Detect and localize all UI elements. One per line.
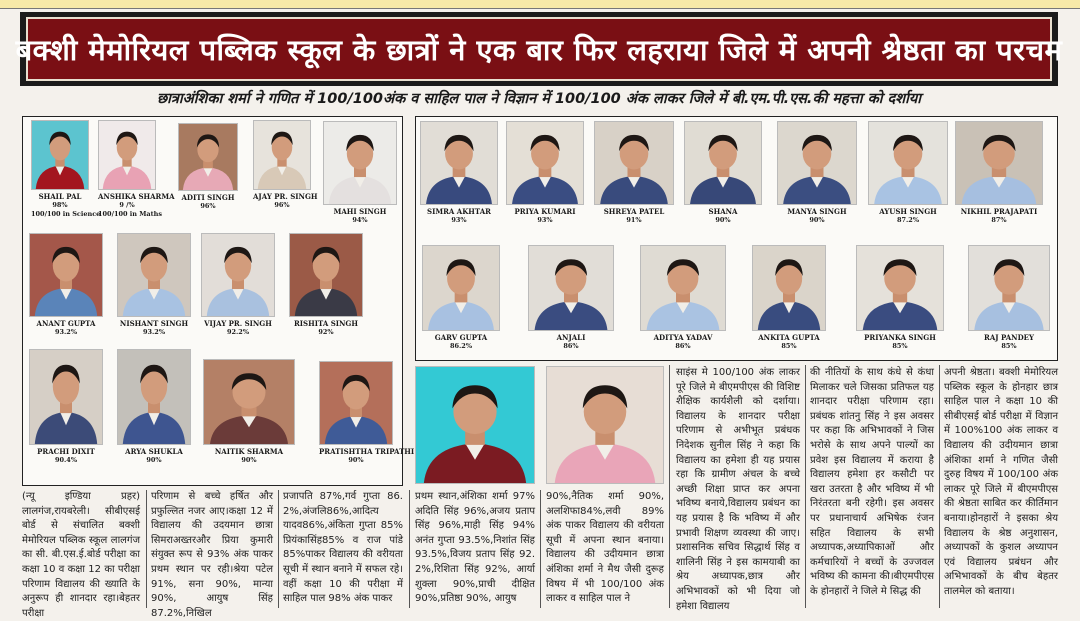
student-photo <box>319 361 393 445</box>
student-photo <box>289 233 363 317</box>
student-portrait <box>324 122 396 204</box>
student-photo <box>528 245 614 331</box>
student-score: 85% <box>781 342 797 350</box>
student-name: NAITIK SHARMA <box>214 447 284 456</box>
student-portrait <box>30 350 102 444</box>
student-score: 92% <box>318 328 334 336</box>
student-score: 87.2% <box>896 216 919 224</box>
student-portrait <box>956 122 1042 204</box>
student-card <box>117 349 191 465</box>
student-score: 86% <box>675 342 691 350</box>
student-name: AYUSH SINGH <box>879 207 937 216</box>
student-photo <box>752 245 826 331</box>
student-name: MAHI SINGH <box>333 207 387 216</box>
student-photo <box>506 121 584 205</box>
student-photo <box>203 359 295 445</box>
student-name: PRATISHTHA TRIPATHI <box>319 447 415 456</box>
student-name: RISHITA SINGH <box>293 319 359 328</box>
student-portrait <box>529 246 613 330</box>
article-col-1: (न्यू इण्डिया प्रहर) लालगंज,रायबरेली। सीबीएसई बोर्ड से संचालित बक्शी मेमोरियल पब्लिक स्कूल लालगंज का सी. बी.एस.ई.बोर्ड परीक्षा का कक्षा 10 व कक्षा 12 का परीक्षा परिणाम विद्यालय की ख्याति के अनुरूप ही शानदार रहा।बेहतर परीक्षा <box>22 491 140 619</box>
student-portrait <box>118 234 190 316</box>
student-name: PRACHI DIXIT <box>37 447 95 456</box>
student-card <box>201 233 275 337</box>
student-card <box>289 233 363 337</box>
student-name: ANKITA GUPTA <box>758 333 820 342</box>
student-photo <box>323 121 397 205</box>
student-score: 87% <box>991 216 1007 224</box>
student-photo <box>422 245 500 331</box>
student-card <box>29 233 103 337</box>
student-portrait <box>857 246 943 330</box>
student-achievement: 100/100 in Science <box>31 210 101 218</box>
student-card <box>319 361 415 465</box>
student-portrait <box>254 121 310 189</box>
column-rule <box>669 365 670 608</box>
headline: बक्शी मेमोरियल पब्लिक स्कूल के छात्रों ने एक बार फिर लहराया जिले में अपनी श्रेष्ठता का परचम <box>15 32 1063 67</box>
student-card <box>528 245 614 351</box>
student-score: 93.2% <box>142 328 165 336</box>
column-rule <box>540 490 541 608</box>
student-card <box>98 120 175 219</box>
headline-banner <box>15 12 1063 86</box>
student-portrait <box>869 122 947 204</box>
article-col-6: साइंस मे 100/100 अंक लाकर पूरे जिले मे बीएमपीएस की विशिष्ट शैक्षिक कार्यशैली को दर्शाया।विद्यालय के शानदार परीक्षा परिणाम से अभीभूत प्रबंधक निदेशक सुनील सिंह ने कहा कि विद्यालय का हमेशा ही यह प्रयास रहा कि ग्रामीण अंचल के बच्चे अच्छी शिक्षा प्राप्त कर अपना भविष्य बनाये,विद्यालय प्रबंधन का यह प्रयास है कि भविष्य में और प्रभावी शिक्षण व्यवस्था की जाए।प्रशासनिक सचिव सिद्धार्थ सिंह व शालिनी सिंह ने इस कामयाबी का श्रेय अध्यापक,छात्र और अभिभावकों को भी दिया जो हमेशा विद्यालय <box>676 367 800 612</box>
student-card <box>594 121 674 225</box>
student-name: PRIYA KUMARI <box>514 207 576 216</box>
student-photo <box>201 233 275 317</box>
student-score: 86% <box>563 342 579 350</box>
student-name: GARV GUPTA <box>434 333 488 342</box>
article-col-5: 90%,नैतिक शर्मा 90%, अलशिफा84%,लवी 89% अंक पाकर विद्यालय की वरीयता सूची में अपना स्थान बनाया।विद्यालय की उदीयमान छात्रा अंशिका शर्मा ने मैथ जैसी दुरूह विषय में भी 100/100 अंक लाकर व साहिल पाल ने <box>546 491 664 605</box>
student-card <box>777 121 857 225</box>
article-col-8: अपनी श्रेष्ठता। बक्शी मेमोरियल पब्लिक स्कूल के होनहार छात्र साहिल पाल ने कक्षा 10 की सीबीएसई बोर्ड परीक्षा में विज्ञान में 100%100 अंक लाकर व विद्यालय की उदीयमान छात्रा अंशिका शर्मा ने गणित जैसी दुरुह विषय में 100/100 अंक लाकर पूरे जिले में बीएमपीएस की श्रेष्ठता साबित कर कीर्तिमान बनाया।होनहारों ने इसका श्रेय विद्यालय के श्रेष्ठ अनुशासन, अध्यापकों के कुशल अध्यापन एवं विद्यालय प्रबंधन और अभिभावकों के बीच बेहतर तालमेल को बताया। <box>944 367 1058 597</box>
column-rule <box>805 365 806 608</box>
student-photo <box>178 123 238 191</box>
student-score: 85% <box>892 342 908 350</box>
student-portrait <box>641 246 725 330</box>
student-card <box>420 121 498 225</box>
student-name: ANSHIKA SHARMA <box>98 192 175 201</box>
student-photo <box>968 245 1050 331</box>
student-score: 90% <box>146 456 162 464</box>
student-portrait <box>32 121 88 189</box>
student-photo <box>594 121 674 205</box>
student-portrait <box>99 121 155 189</box>
student-portrait <box>30 234 102 316</box>
student-score: 91% <box>626 216 642 224</box>
student-score: 96% <box>200 202 216 210</box>
student-name: ANJALI <box>556 333 586 342</box>
student-name: ADITYA YADAV <box>653 333 713 342</box>
student-name: ARYA SHUKLA <box>125 447 183 456</box>
student-portrait <box>320 362 392 444</box>
student-portrait <box>416 367 534 483</box>
student-portrait <box>969 246 1049 330</box>
right-photo-panel <box>415 116 1058 361</box>
column-rule <box>146 490 147 608</box>
student-photo <box>420 121 498 205</box>
student-portrait <box>290 234 362 316</box>
student-name: ADITI SINGH <box>181 193 235 202</box>
student-score: 93% <box>451 216 467 224</box>
student-card <box>752 245 826 351</box>
student-photo <box>98 120 156 190</box>
student-portrait <box>778 122 856 204</box>
student-photo <box>29 349 103 445</box>
student-portrait <box>421 122 497 204</box>
article-col-7: की नीतियों के साथ कंधे से कंधा मिलाकर चले जिसका प्रतिफल यह शानदार परीक्षा परिणाम रहा।प्रबंधक शांतनु सिंह ने इस अवसर पर कहा कि अभिभावकों ने जिस भरोसे के साथ अपने पाल्यों का प्रवेश इस विद्यालय में कराया है विद्यालय हमेशा हर कसौटी पर खरा उतरता है और भविष्य में भी निरंतरता बनी रहेगी। इस अवसर पर प्रधानाचार्य अभिषेक रंजन सहित विद्यालय के सभी अध्यापक,अध्यापिकाओं और कर्मचारियों ने बच्चों के उज्जवल भविष्य की कामना की।बीएमपीएस के होनहारों ने जिले मे सिद्ध की <box>810 367 934 597</box>
student-card <box>29 349 103 465</box>
student-score: 96% <box>274 201 290 209</box>
student-name: PRIYANKA SINGH <box>864 333 936 342</box>
student-score: 92.2% <box>226 328 249 336</box>
student-score: 90% <box>241 456 257 464</box>
student-card <box>31 120 101 219</box>
student-photo-large <box>546 366 664 484</box>
student-photo <box>777 121 857 205</box>
student-card <box>955 121 1043 225</box>
student-card <box>117 233 191 337</box>
student-name: ANANT GUPTA <box>36 319 96 328</box>
student-score: 90% <box>348 456 364 464</box>
student-name: MANYA SINGH <box>787 207 847 216</box>
student-card <box>506 121 584 225</box>
student-score: 90% <box>715 216 731 224</box>
student-score: 90.4% <box>54 456 77 464</box>
subheadline: छात्राअंशिका शर्मा ने गणित में 100/100अंक व साहिल पाल ने विज्ञान में 100/100 अंक लाकर जिले में बी.एम.पी.एस.की महत्ता को दर्शाया <box>157 91 921 107</box>
article-col-3: प्रजापति 87%,गर्व गुप्ता 86. 2%,अंजलि86%,आदित्य यादव86%,अंकिता गुप्ता 85% प्रियंकासिंह85% व राज पांडे 85%पाकर विद्यालय की वरीयता सूची में स्थान बनाने में सफल रहे।वहीं कक्षा 10 की परीक्षा में साहिल पाल 98% अंक पाकर <box>283 491 403 605</box>
student-card <box>323 121 397 225</box>
student-photo <box>253 120 311 190</box>
student-card <box>868 121 948 225</box>
student-score: 94% <box>352 216 368 224</box>
student-name: RAJ PANDEY <box>984 333 1034 342</box>
student-portrait <box>423 246 499 330</box>
student-card <box>968 245 1050 351</box>
student-photo <box>117 233 191 317</box>
student-name: SHAIL PAL <box>38 192 82 201</box>
student-name: SHANA <box>708 207 738 216</box>
student-photo <box>868 121 948 205</box>
student-portrait <box>507 122 583 204</box>
student-card <box>253 120 318 210</box>
student-portrait <box>753 246 825 330</box>
student-score: 93.2% <box>54 328 77 336</box>
student-score: 93% <box>537 216 553 224</box>
student-portrait <box>595 122 673 204</box>
student-card <box>856 245 944 351</box>
student-portrait <box>202 234 274 316</box>
student-name: SHREYA PATEL <box>603 207 665 216</box>
student-photo <box>856 245 944 331</box>
student-portrait <box>204 360 294 444</box>
student-card <box>203 359 295 465</box>
column-rule <box>409 490 410 608</box>
student-achievement: 100/100 in Maths <box>98 210 163 218</box>
student-score: 85% <box>1001 342 1017 350</box>
student-name: VIJAY PR. SINGH <box>204 319 272 328</box>
student-photo-large <box>415 366 535 484</box>
column-rule <box>278 490 279 608</box>
student-photo <box>31 120 89 190</box>
left-photo-panel <box>22 116 415 486</box>
student-photo <box>684 121 762 205</box>
student-score: 90% <box>809 216 825 224</box>
student-card <box>640 245 726 351</box>
student-name: NIKHIL PRAJAPATI <box>960 207 1038 216</box>
student-score: 9 /% <box>119 201 135 209</box>
student-portrait <box>118 350 190 444</box>
student-portrait <box>685 122 761 204</box>
student-score: 86.2% <box>449 342 472 350</box>
student-name: SIMRA AKHTAR <box>427 207 491 216</box>
student-card <box>178 123 238 211</box>
student-photo <box>117 349 191 445</box>
article-col-2: परिणाम से बच्चे हर्षित और प्रफुल्लित नजर आए।कक्षा 12 में विद्यालय की उदयमान छात्रा सिमराअख्तरऔर प्रिया कुमारी संयुक्त रूप से 93% अंक पाकर प्रथम स्थान पर रही।श्रेया पटेल 91%, सना 90%, मान्या 90%, आयुष सिंह 87.2%,निखिल <box>151 491 273 619</box>
student-card <box>684 121 762 225</box>
top-strip <box>0 0 1080 9</box>
student-name: NISHANT SINGH <box>119 319 189 328</box>
student-name: AJAY PR. SINGH <box>253 192 318 201</box>
student-photo <box>640 245 726 331</box>
student-card <box>422 245 500 351</box>
student-portrait <box>179 124 237 190</box>
student-photo <box>29 233 103 317</box>
student-photo <box>955 121 1043 205</box>
student-portrait <box>547 367 663 483</box>
student-score: 98% <box>52 201 68 209</box>
article-col-4: प्रथम स्थान,अंशिका शर्मा 97% अदिति सिंह 96%,अजय प्रताप सिंह 96%,माही सिंह 94% अनंत गुप्ता 93.5%,निशांत सिंह 93.5%,विजय प्रताप सिंह 92. 2%,रिशिता सिंह 92%, आर्या शुक्ला 90%,प्राची दीक्षित 90%,प्रतिष्ठा 90%, आयुष <box>415 491 535 605</box>
column-rule <box>939 365 940 608</box>
